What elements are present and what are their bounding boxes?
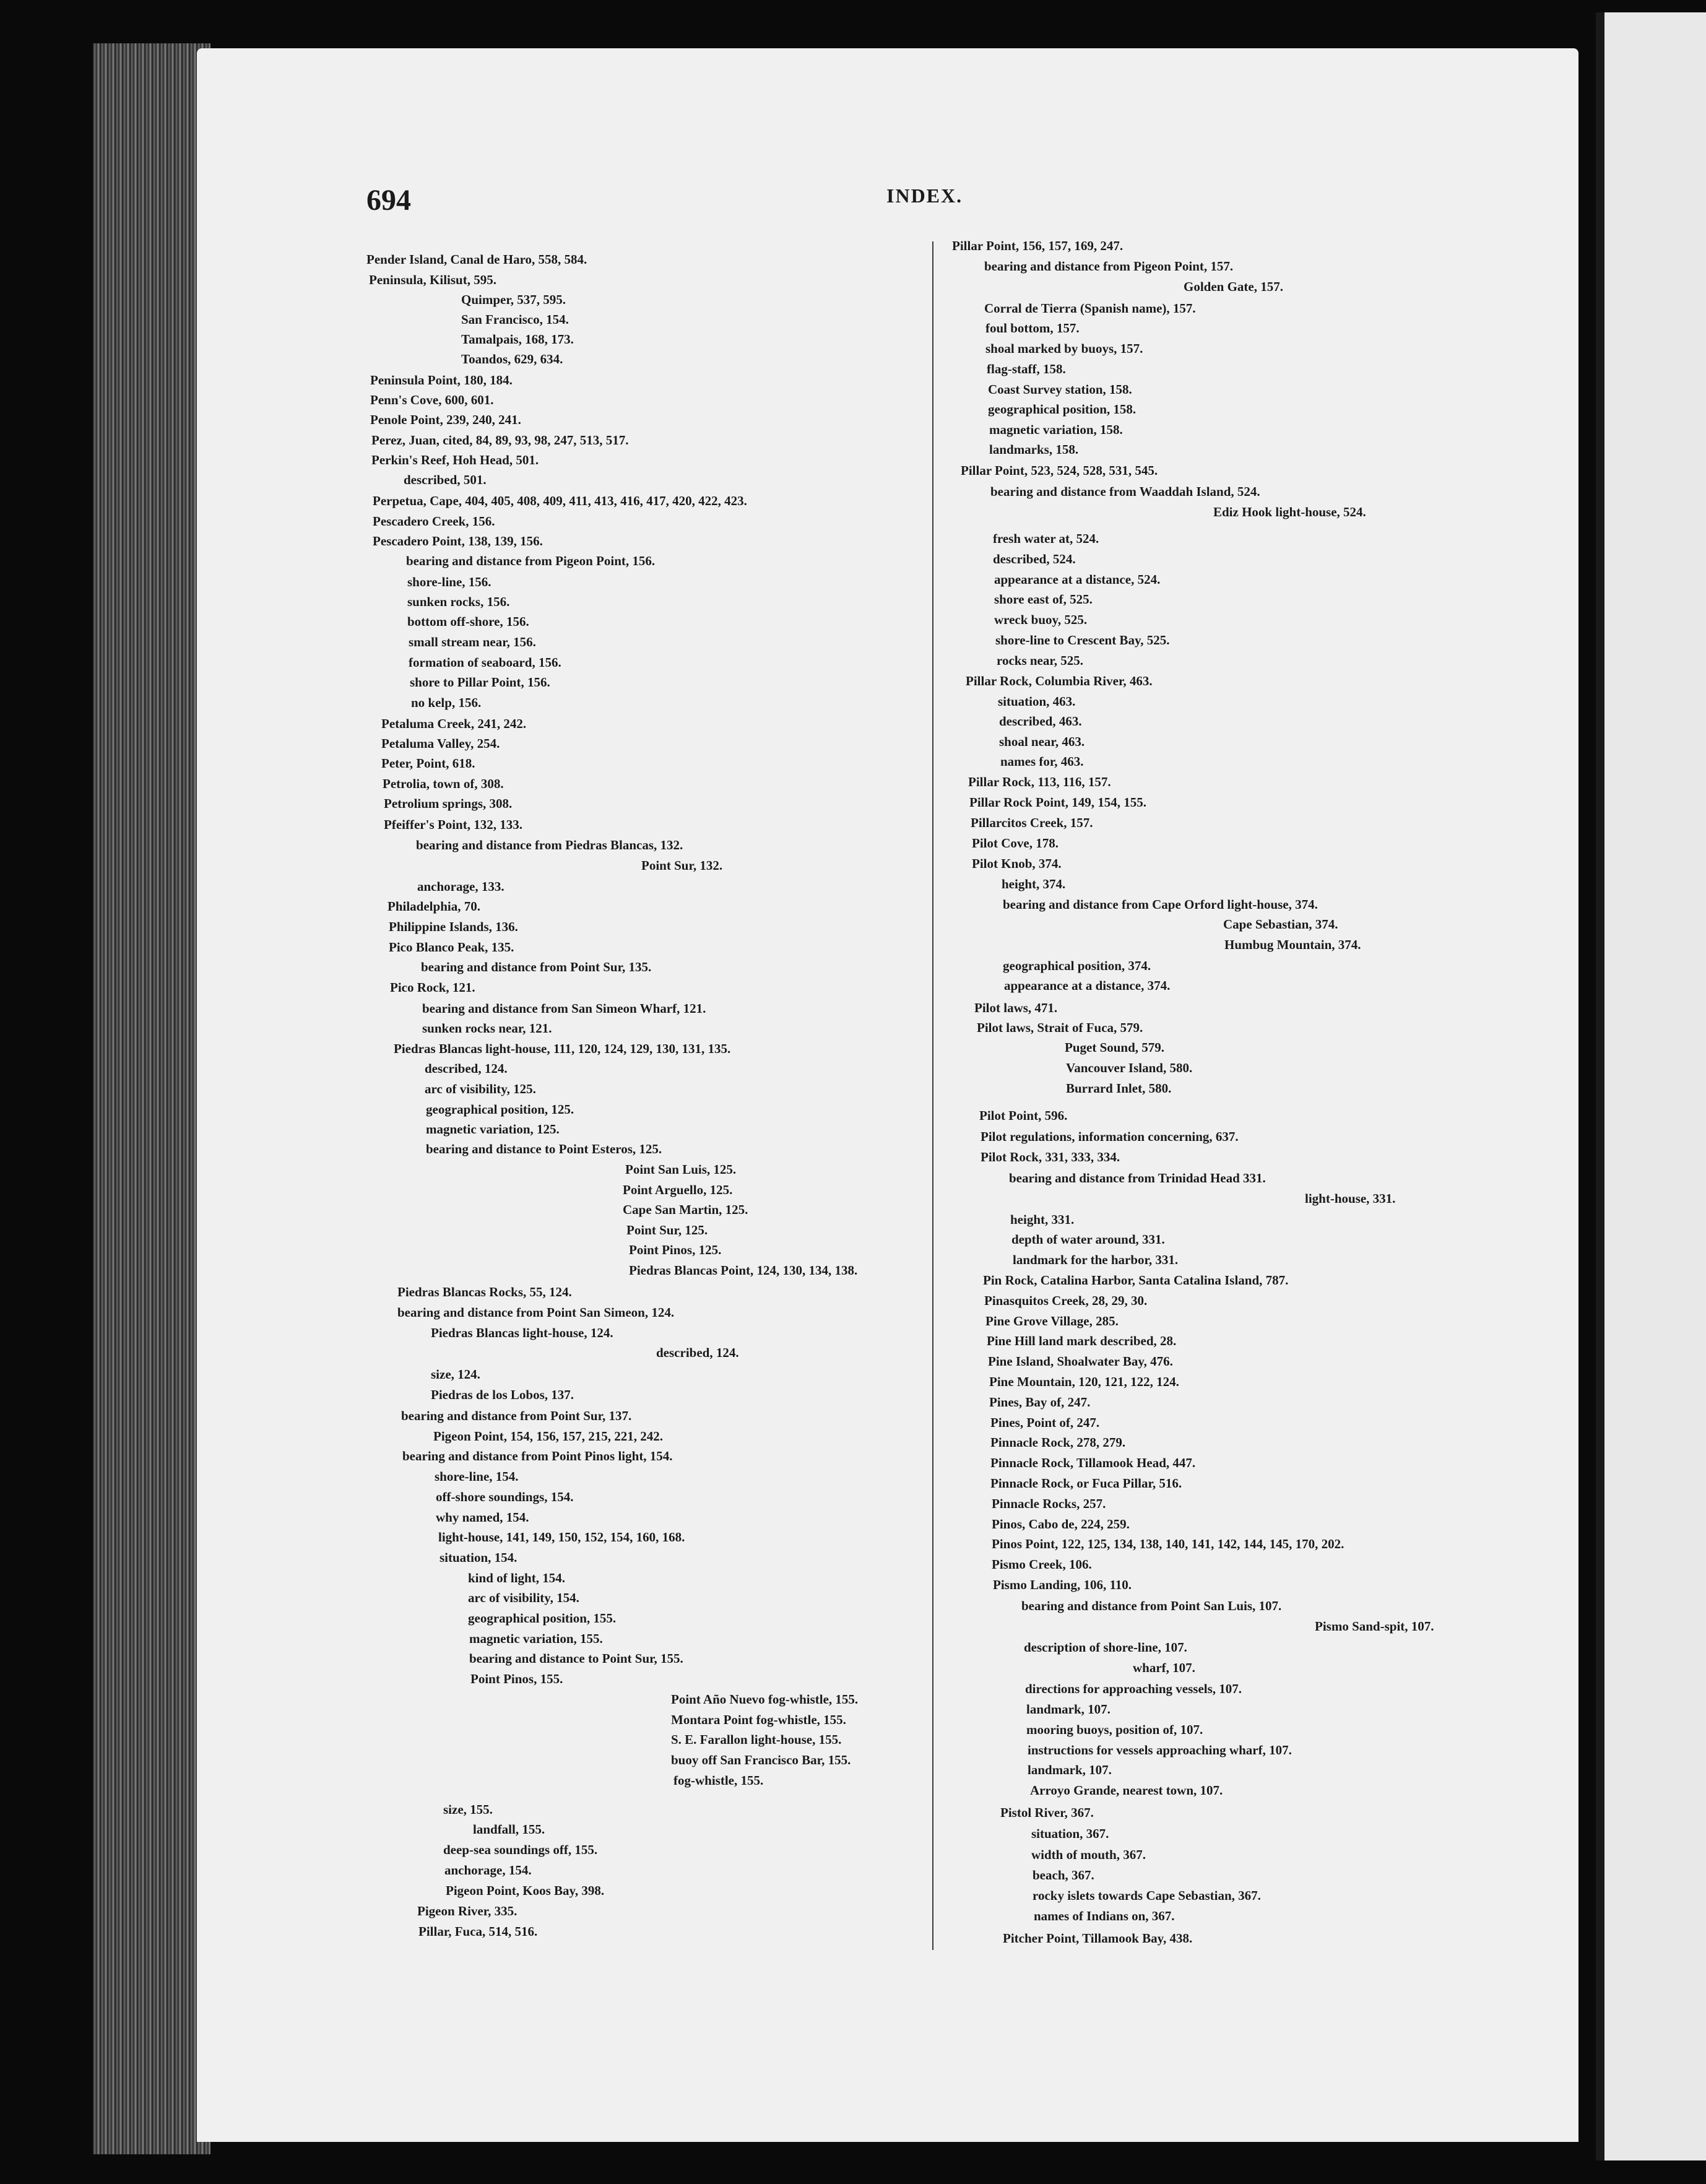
left-index-entry: bearing and distance from Point Sur, 137. [401, 1408, 632, 1423]
left-index-entry: shore to Pillar Point, 156. [410, 675, 550, 690]
right-index-entry: appearance at a distance, 524. [994, 572, 1161, 587]
left-index-entry: Peninsula, Kilisut, 595. [369, 272, 496, 287]
left-index-entry: magnetic variation, 125. [426, 1122, 560, 1137]
left-index-entry: Piedras Blancas Point, 124, 130, 134, 138. [629, 1263, 858, 1278]
left-index-entry: shore-line, 154. [435, 1469, 519, 1484]
left-index-entry: bearing and distance to Point Sur, 155. [469, 1651, 683, 1666]
right-index-entry: situation, 367. [1031, 1826, 1109, 1841]
facing-page-edge [1596, 12, 1706, 2160]
left-index-entry: Petaluma Valley, 254. [381, 736, 500, 751]
right-index-entry: description of shore-line, 107. [1024, 1640, 1187, 1655]
right-index-entry: geographical position, 158. [988, 402, 1137, 417]
left-index-entry: Toandos, 629, 634. [461, 352, 563, 366]
right-index-entry: Cape Sebastian, 374. [1223, 917, 1338, 932]
right-index-entry: shore east of, 525. [994, 592, 1093, 607]
left-index-entry: San Francisco, 154. [461, 312, 569, 327]
right-index-entry: fresh water at, 524. [993, 531, 1099, 546]
left-index-entry: magnetic variation, 155. [469, 1631, 603, 1646]
right-index-entry: mooring buoys, position of, 107. [1026, 1722, 1203, 1737]
left-index-entry: Point Año Nuevo fog-whistle, 155. [671, 1692, 859, 1707]
left-index-entry: Pigeon River, 335. [417, 1904, 517, 1918]
left-index-entry: Piedras Blancas light-house, 111, 120, 124, 129, 130, 131, 135. [394, 1041, 731, 1056]
left-index-entry: size, 124. [431, 1367, 480, 1382]
right-index-entry: height, 374. [1002, 877, 1066, 891]
left-index-entry: geographical position, 125. [426, 1102, 574, 1117]
right-index-entry: directions for approaching vessels, 107. [1025, 1681, 1242, 1696]
right-index-entry: Pitcher Point, Tillamook Bay, 438. [1003, 1931, 1193, 1946]
left-index-entry: Point Pinos, 125. [629, 1242, 722, 1257]
right-index-entry: Coast Survey station, 158. [988, 382, 1132, 397]
right-index-entry: names for, 463. [1000, 754, 1084, 769]
right-index-entry: Pismo Landing, 106, 110. [993, 1577, 1132, 1592]
left-index-entry: off-shore soundings, 154. [436, 1489, 574, 1504]
right-index-entry: Corral de Tierra (Spanish name), 157. [984, 301, 1196, 316]
book-fore-edge [93, 43, 210, 2154]
left-index-entry: bearing and distance from Point San Simeon, 124. [397, 1305, 675, 1320]
right-index-entry: Pines, Bay of, 247. [989, 1395, 1091, 1410]
right-index-entry: bearing and distance from Pigeon Point, 157. [984, 259, 1234, 274]
right-index-entry: Pinos Point, 122, 125, 134, 138, 140, 141, 142, 144, 145, 170, 202. [992, 1536, 1344, 1551]
right-index-entry: Pilot Rock, 331, 333, 334. [981, 1150, 1120, 1164]
right-index-entry: Pillar Point, 156, 157, 169, 247. [952, 238, 1124, 253]
left-index-entry: Piedras Blancas Rocks, 55, 124. [397, 1285, 572, 1299]
right-index-entry: beach, 367. [1033, 1868, 1094, 1883]
left-index-entry: bearing and distance from Point Sur, 135. [421, 960, 652, 974]
left-index-entry: landfall, 155. [473, 1822, 545, 1837]
right-index-entry: Pillar Rock, Columbia River, 463. [966, 674, 1153, 688]
left-index-entry: no kelp, 156. [411, 695, 482, 710]
right-index-entry: light-house, 331. [1305, 1191, 1396, 1206]
right-index-entry: Pinos, Cabo de, 224, 259. [992, 1517, 1130, 1532]
right-index-entry: Humbug Mountain, 374. [1224, 937, 1361, 952]
right-index-entry: Pine Grove Village, 285. [985, 1314, 1119, 1328]
right-index-entry: foul bottom, 157. [985, 321, 1080, 336]
left-index-entry: Pico Rock, 121. [390, 980, 475, 995]
left-index-entry: formation of seaboard, 156. [409, 655, 561, 670]
right-index-entry: landmarks, 158. [989, 442, 1079, 457]
right-index-entry: Burrard Inlet, 580. [1066, 1081, 1172, 1096]
left-index-entry: bearing and distance from Pigeon Point, 156. [406, 553, 656, 568]
left-index-entry: small stream near, 156. [409, 635, 536, 649]
left-index-entry: Petaluma Creek, 241, 242. [381, 716, 527, 731]
right-index-entry: height, 331. [1010, 1212, 1075, 1227]
left-index-entry: Point Pinos, 155. [470, 1671, 563, 1686]
right-index-entry: Vancouver Island, 580. [1066, 1060, 1193, 1075]
left-index-entry: Pigeon Point, 154, 156, 157, 215, 221, 242. [433, 1429, 663, 1444]
right-index-entry: rocky islets towards Cape Sebastian, 367. [1033, 1888, 1261, 1903]
right-index-entry: bearing and distance from Trinidad Head 331. [1009, 1171, 1266, 1185]
left-index-entry: bearing and distance from Point Pinos light, 154. [402, 1449, 673, 1463]
right-index-entry: appearance at a distance, 374. [1004, 978, 1171, 993]
left-index-entry: Perpetua, Cape, 404, 405, 408, 409, 411, 413, 416, 417, 420, 422, 423. [373, 493, 747, 508]
left-index-entry: Point Sur, 132. [641, 858, 723, 873]
right-index-entry: landmark for the harbor, 331. [1013, 1252, 1179, 1267]
left-index-entry: buoy off San Francisco Bar, 155. [671, 1753, 851, 1767]
right-index-entry: Golden Gate, 157. [1184, 279, 1283, 294]
right-index-entry: Pinasquitos Creek, 28, 29, 30. [984, 1293, 1148, 1308]
right-index-entry: Pilot laws, 471. [974, 1000, 1058, 1015]
left-index-entry: bearing and distance to Point Esteros, 125. [426, 1142, 662, 1156]
right-index-entry: width of mouth, 367. [1031, 1847, 1146, 1862]
right-index-entry: Ediz Hook light-house, 524. [1213, 505, 1366, 519]
right-index-entry: shore-line to Crescent Bay, 525. [995, 633, 1170, 648]
left-index-entry: Point Arguello, 125. [623, 1182, 733, 1197]
left-index-entry: Pico Blanco Peak, 135. [389, 940, 514, 955]
left-index-entry: Point Sur, 125. [626, 1223, 708, 1237]
left-index-entry: Penn's Cove, 600, 601. [370, 392, 494, 407]
right-index-entry: rocks near, 525. [997, 653, 1084, 668]
right-index-entry: Pinnacle Rock, or Fuca Pillar, 516. [990, 1476, 1182, 1491]
right-index-entry: situation, 463. [998, 694, 1076, 709]
right-index-entry: Pine Mountain, 120, 121, 122, 124. [989, 1374, 1179, 1389]
left-index-entry: Perkin's Reef, Hoh Head, 501. [371, 453, 539, 467]
left-index-entry: Philadelphia, 70. [388, 899, 480, 914]
right-index-entry: described, 463. [999, 714, 1082, 729]
left-index-entry: Philippine Islands, 136. [389, 919, 518, 934]
right-index-entry: bearing and distance from Point San Luis, 107. [1021, 1598, 1282, 1613]
left-index-entry: sunken rocks near, 121. [422, 1021, 552, 1036]
right-index-entry: Pistol River, 367. [1000, 1805, 1094, 1820]
left-index-entry: S. E. Farallon light-house, 155. [671, 1732, 842, 1747]
running-head: INDEX. [886, 184, 963, 207]
right-index-entry: landmark, 107. [1026, 1702, 1111, 1717]
left-index-entry: shore-line, 156. [407, 574, 491, 589]
left-index-entry: anchorage, 133. [417, 879, 504, 894]
left-index-entry: Pillar, Fuca, 514, 516. [418, 1924, 538, 1939]
left-index-entry: Perez, Juan, cited, 84, 89, 93, 98, 247, 513, 517. [371, 433, 629, 448]
right-index-entry: shoal near, 463. [999, 734, 1085, 749]
right-index-entry: Pillar Rock Point, 149, 154, 155. [969, 795, 1147, 810]
left-index-entry: why named, 154. [436, 1510, 529, 1525]
right-index-entry: Pine Island, Shoalwater Bay, 476. [988, 1354, 1173, 1369]
right-index-entry: Pismo Sand-spit, 107. [1315, 1619, 1434, 1634]
right-index-entry: shoal marked by buoys, 157. [985, 341, 1143, 356]
right-index-entry: Arroyo Grande, nearest town, 107. [1030, 1783, 1223, 1798]
left-index-entry: deep-sea soundings off, 155. [443, 1842, 598, 1857]
right-index-entry: described, 524. [993, 552, 1076, 566]
right-index-entry: Pillar Point, 523, 524, 528, 531, 545. [961, 463, 1158, 478]
left-index-entry: sunken rocks, 156. [407, 594, 510, 609]
right-index-entry: Pinnacle Rock, Tillamook Head, 447. [990, 1455, 1196, 1470]
left-index-entry: Piedras Blancas light-house, 124. [431, 1325, 613, 1340]
left-index-entry: situation, 154. [439, 1550, 517, 1565]
right-index-entry: Pinnacle Rock, 278, 279. [990, 1435, 1126, 1450]
right-index-entry: Pinnacle Rocks, 257. [992, 1496, 1106, 1511]
left-index-entry: Montara Point fog-whistle, 155. [671, 1712, 846, 1727]
left-index-entry: arc of visibility, 125. [425, 1081, 536, 1096]
right-index-entry: flag-staff, 158. [987, 362, 1066, 376]
right-index-entry: Pilot Knob, 374. [972, 856, 1062, 871]
right-index-entry: magnetic variation, 158. [989, 422, 1123, 437]
column-divider [932, 241, 933, 1950]
right-index-entry: wharf, 107. [1133, 1660, 1195, 1675]
left-index-entry: Petrolium springs, 308. [384, 796, 513, 811]
left-index-entry: Point San Luis, 125. [625, 1162, 737, 1177]
left-index-entry: geographical position, 155. [468, 1611, 617, 1626]
right-index-entry: geographical position, 374. [1003, 958, 1151, 973]
left-index-entry: Quimper, 537, 595. [461, 292, 566, 307]
right-index-entry: wreck buoy, 525. [994, 612, 1088, 627]
left-index-entry: Penole Point, 239, 240, 241. [370, 412, 521, 427]
left-index-entry: Tamalpais, 168, 173. [461, 332, 574, 347]
left-index-entry: anchorage, 154. [444, 1863, 532, 1878]
left-index-entry: size, 155. [443, 1802, 493, 1817]
left-index-entry: Pfeiffer's Point, 132, 133. [384, 817, 522, 832]
right-index-entry: names of Indians on, 367. [1034, 1909, 1175, 1923]
right-index-entry: Pismo Creek, 106. [992, 1557, 1092, 1572]
right-index-entry: Pines, Point of, 247. [990, 1415, 1100, 1430]
right-index-entry: instructions for vessels approaching wharf, 107. [1028, 1743, 1292, 1757]
left-index-entry: Pescadero Creek, 156. [373, 514, 495, 529]
page-number: 694 [366, 184, 411, 217]
left-index-entry: arc of visibility, 154. [468, 1590, 579, 1605]
right-index-entry: bearing and distance from Waaddah Island, 524. [990, 484, 1260, 499]
right-index-entry: Pin Rock, Catalina Harbor, Santa Catalina Island, 787. [983, 1273, 1289, 1288]
left-index-entry: bearing and distance from Piedras Blancas, 132. [416, 838, 683, 852]
left-index-entry: Pigeon Point, Koos Bay, 398. [446, 1883, 605, 1898]
left-index-entry: Pescadero Point, 138, 139, 156. [373, 534, 543, 548]
left-index-entry: Piedras de los Lobos, 137. [431, 1387, 574, 1402]
right-index-entry: Pine Hill land mark described, 28. [987, 1333, 1177, 1348]
left-index-entry: light-house, 141, 149, 150, 152, 154, 160, 168. [438, 1530, 685, 1545]
left-index-entry: described, 501. [404, 472, 487, 487]
left-index-entry: kind of light, 154. [468, 1571, 565, 1585]
left-index-entry: Pender Island, Canal de Haro, 558, 584. [366, 252, 587, 267]
right-index-entry: depth of water around, 331. [1011, 1232, 1165, 1247]
right-index-entry: Pilot laws, Strait of Fuca, 579. [977, 1020, 1143, 1035]
left-index-entry: Petrolia, town of, 308. [383, 776, 504, 791]
right-index-entry: Pilot regulations, information concerning, 637. [981, 1129, 1239, 1144]
right-index-entry: landmark, 107. [1028, 1762, 1112, 1777]
left-index-entry: described, 124. [656, 1345, 739, 1360]
book-page [197, 48, 1578, 2142]
left-index-entry: bearing and distance from San Simeon Wharf, 121. [422, 1001, 706, 1016]
right-index-entry: Pillar Rock, 113, 116, 157. [968, 774, 1111, 789]
left-index-entry: Cape San Martin, 125. [623, 1202, 748, 1217]
left-index-entry: bottom off-shore, 156. [407, 614, 529, 629]
left-index-entry: fog-whistle, 155. [673, 1773, 764, 1788]
right-index-entry: Pilot Point, 596. [979, 1108, 1068, 1123]
right-index-entry: Puget Sound, 579. [1065, 1040, 1165, 1055]
right-index-entry: Pillarcitos Creek, 157. [971, 815, 1093, 830]
left-index-entry: Peninsula Point, 180, 184. [370, 373, 513, 388]
right-index-entry: Pilot Cove, 178. [972, 836, 1059, 851]
left-index-entry: described, 124. [425, 1061, 508, 1076]
left-index-entry: Peter, Point, 618. [381, 756, 475, 771]
right-index-entry: bearing and distance from Cape Orford light-house, 374. [1003, 897, 1318, 912]
